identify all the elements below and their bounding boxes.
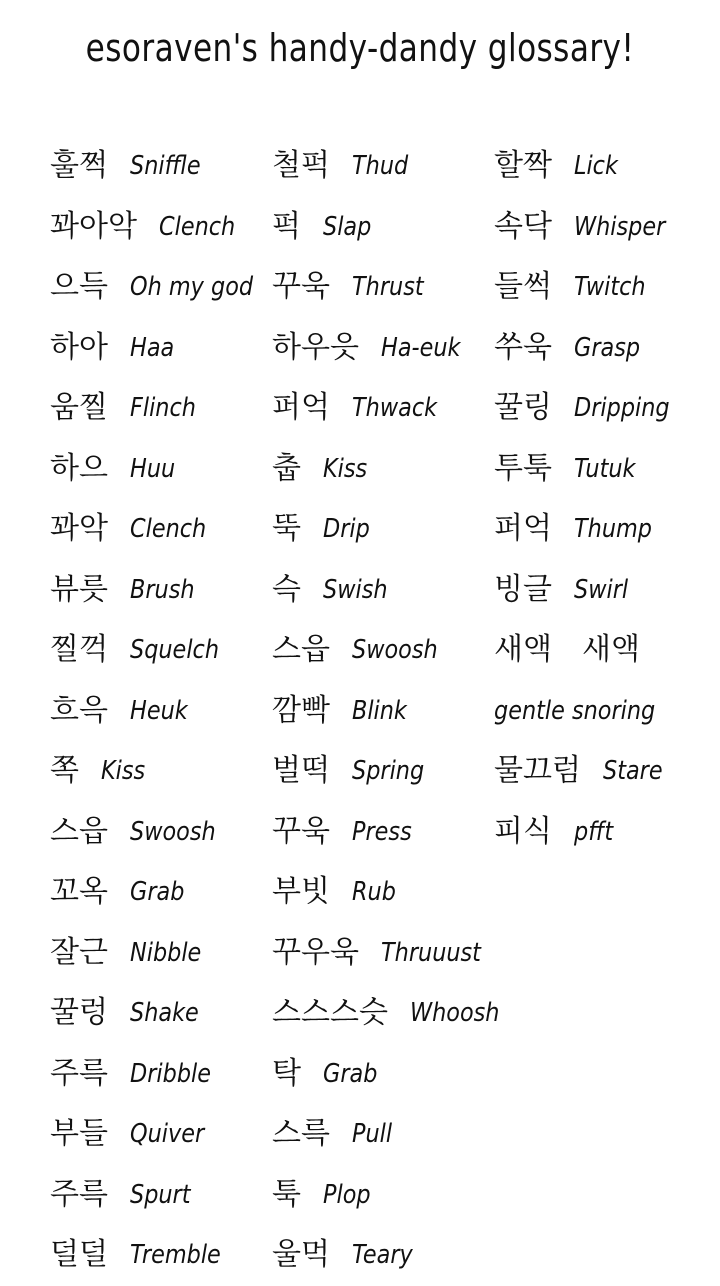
korean-term: 부들 xyxy=(50,1116,108,1152)
glossary-entry xyxy=(272,1165,514,1226)
korean-term: 훌쩍 xyxy=(50,148,108,184)
english-translation: gentle snoring xyxy=(494,695,656,726)
english-translation: Flinch xyxy=(129,393,196,424)
korean-term: 퍼억 xyxy=(494,511,552,547)
glossary-entry xyxy=(494,499,685,560)
korean-term: 들썩 xyxy=(494,269,552,305)
korean-term: 탁 xyxy=(272,1055,301,1091)
korean-term: 흐윽 xyxy=(50,692,108,728)
korean-term: 꽈악 xyxy=(50,511,108,547)
glossary-entry xyxy=(50,1104,273,1165)
english-translation: Clench xyxy=(129,514,207,545)
english-translation: Heuk xyxy=(129,695,188,726)
glossary-entry xyxy=(272,378,514,439)
english-translation: Plop xyxy=(322,1179,371,1210)
english-translation: Oh my god xyxy=(129,272,254,303)
english-translation: Quiver xyxy=(129,1119,205,1150)
glossary-entry xyxy=(494,318,685,379)
glossary-entry xyxy=(272,1104,514,1165)
korean-term: 움찔 xyxy=(50,390,108,426)
english-translation: Lick xyxy=(573,151,618,182)
page-title: esoraven's handy-dandy glossary! xyxy=(85,26,635,70)
english-translation: Thwack xyxy=(351,393,438,424)
korean-term: 스스스슷 xyxy=(272,995,388,1031)
glossary-entry xyxy=(50,1225,273,1286)
korean-term: 할짝 xyxy=(494,148,552,184)
glossary-entry xyxy=(272,499,514,560)
korean-term: 쪽 xyxy=(50,753,79,789)
english-translation: Squelch xyxy=(129,635,219,666)
korean-term: 벌떡 xyxy=(272,753,330,789)
korean-term: 꽈아악 xyxy=(50,208,137,244)
glossary-entry xyxy=(50,197,273,258)
glossary-column-3 xyxy=(494,136,685,862)
korean-term: 철퍽 xyxy=(272,148,330,184)
glossary-entry xyxy=(494,257,685,318)
english-translation: Drip xyxy=(322,514,370,545)
glossary-entry xyxy=(272,620,514,681)
korean-term: 잘근 xyxy=(50,934,108,970)
english-translation: Spurt xyxy=(129,1179,191,1210)
glossary-entry xyxy=(272,983,514,1044)
english-translation: Stare xyxy=(602,756,663,787)
english-translation: Swoosh xyxy=(129,816,216,847)
glossary-entry xyxy=(50,802,273,863)
glossary-entry xyxy=(272,318,514,379)
glossary-entry xyxy=(272,802,514,863)
english-translation: Slap xyxy=(322,211,372,242)
korean-term: 하아 xyxy=(50,329,108,365)
glossary-entry xyxy=(494,378,685,439)
glossary-entry xyxy=(494,741,685,802)
glossary-entry xyxy=(272,439,514,500)
english-translation: Huu xyxy=(129,453,176,484)
korean-term: 꼬옥 xyxy=(50,874,108,910)
korean-term: 깜빡 xyxy=(272,692,330,728)
english-translation: Swoosh xyxy=(351,635,438,666)
glossary-entry xyxy=(272,862,514,923)
korean-term: 투툭 xyxy=(494,450,552,486)
glossary-entry xyxy=(272,923,514,984)
glossary-entry xyxy=(272,681,514,742)
english-translation: Thrust xyxy=(351,272,424,303)
korean-term: 스읍 xyxy=(272,632,330,668)
korean-term: 뷰릇 xyxy=(50,571,108,607)
korean-term: 꿀링 xyxy=(494,390,552,426)
english-translation: Twitch xyxy=(573,272,646,303)
glossary-entry xyxy=(50,620,273,681)
korean-term: 춥 xyxy=(272,450,301,486)
korean-term: 빙글 xyxy=(494,571,552,607)
english-translation: pfft xyxy=(573,816,614,847)
english-translation: Pull xyxy=(351,1119,393,1150)
korean-term: 꾸욱 xyxy=(272,813,330,849)
glossary-entry xyxy=(50,257,273,318)
korean-term: 뚝 xyxy=(272,511,301,547)
english-translation: Kiss xyxy=(322,453,368,484)
glossary-entry xyxy=(50,136,273,197)
english-translation: Clench xyxy=(158,211,236,242)
english-translation: Spring xyxy=(351,756,425,787)
glossary-entry xyxy=(50,439,273,500)
korean-term: 꾸욱 xyxy=(272,269,330,305)
glossary-entry xyxy=(50,681,273,742)
glossary-entry xyxy=(494,439,685,500)
english-translation: Shake xyxy=(129,998,199,1029)
english-translation: Tutuk xyxy=(573,453,636,484)
glossary-entry xyxy=(50,560,273,621)
glossary-entry xyxy=(50,318,273,379)
glossary-entry xyxy=(494,802,685,863)
glossary-entry xyxy=(272,257,514,318)
glossary-entry xyxy=(50,499,273,560)
korean-term: 꾸우욱 xyxy=(272,934,359,970)
english-translation: Dribble xyxy=(129,1058,211,1089)
glossary-entry xyxy=(494,620,685,681)
english-translation: Thruuust xyxy=(380,937,481,968)
english-translation: Thud xyxy=(351,151,409,182)
glossary-entry xyxy=(50,741,273,802)
korean-term: 덜덜 xyxy=(50,1237,108,1273)
korean-term: 슥 xyxy=(272,571,301,607)
english-translation: Sniffle xyxy=(129,151,201,182)
english-translation: Rub xyxy=(351,877,396,908)
english-translation: Whoosh xyxy=(409,998,500,1029)
english-translation: 새액 xyxy=(581,632,640,668)
glossary-entry xyxy=(494,136,685,197)
glossary-entry xyxy=(50,862,273,923)
english-translation: Ha-euk xyxy=(380,332,461,363)
glossary-entry xyxy=(272,136,514,197)
english-translation: Thump xyxy=(573,514,652,545)
korean-term: 스륵 xyxy=(272,1116,330,1152)
glossary-entry xyxy=(272,741,514,802)
korean-term: 울먹 xyxy=(272,1237,330,1273)
english-translation: Swish xyxy=(322,574,388,605)
korean-term: 피식 xyxy=(494,813,552,849)
english-translation: Dripping xyxy=(573,393,670,424)
english-translation: Grab xyxy=(129,877,185,908)
korean-term: 퍽 xyxy=(272,208,301,244)
glossary-entry xyxy=(494,681,685,742)
english-translation: Whisper xyxy=(573,211,666,242)
korean-term: 으득 xyxy=(50,269,108,305)
korean-term: 새액 xyxy=(494,632,552,668)
english-translation: Press xyxy=(351,816,412,847)
english-translation: Brush xyxy=(129,574,195,605)
english-translation: Teary xyxy=(351,1240,413,1271)
glossary-entry xyxy=(272,560,514,621)
glossary-entry xyxy=(272,1225,514,1286)
glossary-entry xyxy=(494,560,685,621)
english-translation: Kiss xyxy=(100,756,146,787)
english-translation: Blink xyxy=(351,695,407,726)
glossary-entry xyxy=(50,923,273,984)
korean-term: 속닥 xyxy=(494,208,552,244)
korean-term: 퍼억 xyxy=(272,390,330,426)
korean-term: 주륵 xyxy=(50,1055,108,1091)
korean-term: 물끄럼 xyxy=(494,753,581,789)
korean-term: 찔꺽 xyxy=(50,632,108,668)
english-translation: Tremble xyxy=(129,1240,221,1271)
glossary-entry xyxy=(50,378,273,439)
glossary-entry xyxy=(494,197,685,258)
glossary-entry xyxy=(50,983,273,1044)
english-translation: Nibble xyxy=(129,937,202,968)
glossary-column-1 xyxy=(50,136,273,1286)
english-translation: Haa xyxy=(129,332,175,363)
korean-term: 하우읏 xyxy=(272,329,359,365)
glossary-column-2 xyxy=(272,136,514,1286)
english-translation: Grasp xyxy=(573,332,641,363)
korean-term: 하으 xyxy=(50,450,108,486)
english-translation: Swirl xyxy=(573,574,629,605)
korean-term: 스읍 xyxy=(50,813,108,849)
english-translation: Grab xyxy=(322,1058,378,1089)
korean-term: 쑤욱 xyxy=(494,329,552,365)
korean-term: 부빗 xyxy=(272,874,330,910)
glossary-entry xyxy=(50,1165,273,1226)
korean-term: 툭 xyxy=(272,1176,301,1212)
glossary-entry xyxy=(272,1044,514,1105)
korean-term: 꿀렁 xyxy=(50,995,108,1031)
glossary-entry xyxy=(50,1044,273,1105)
glossary-entry xyxy=(272,197,514,258)
korean-term: 주륵 xyxy=(50,1176,108,1212)
